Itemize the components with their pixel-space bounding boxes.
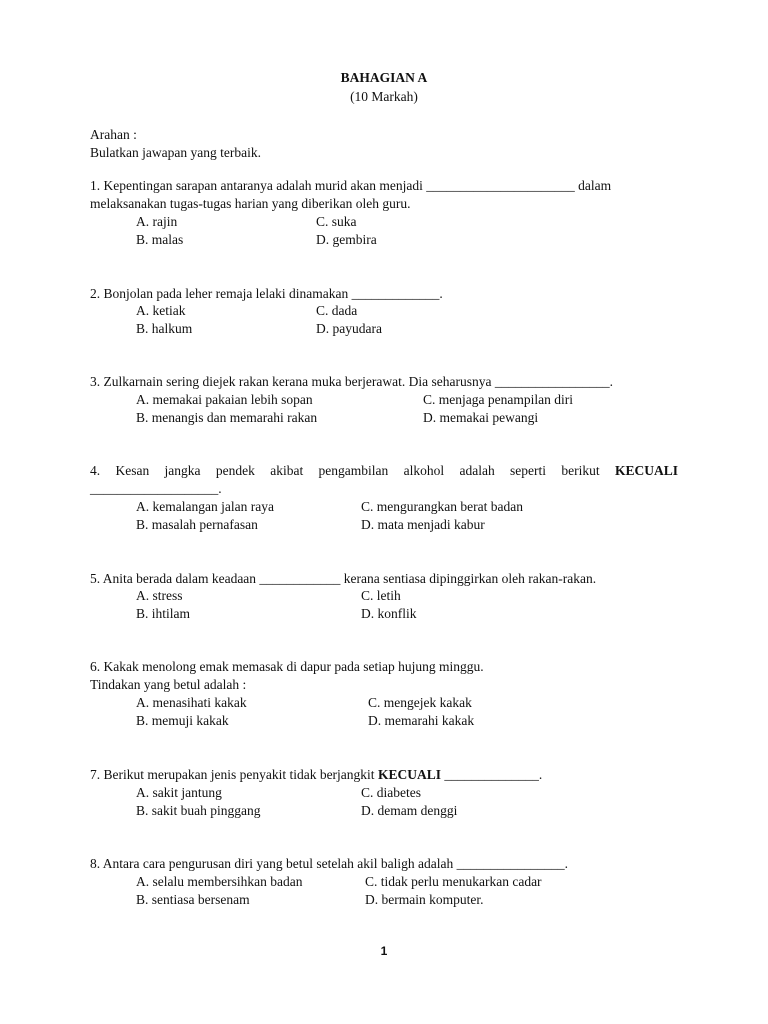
question-3-option-d[interactable]: D. memakai pewangi [423,410,539,425]
question-2-option-a[interactable]: A. ketiak [136,303,186,318]
instructions-text: Bulatkan jawapan yang terbaik. [90,145,261,160]
question-1-text: 1. Kepentingan sarapan antaranya adalah murid akan menjadi ______________________ dalam [90,178,612,193]
question-7-option-a[interactable]: A. sakit jantung [136,785,222,800]
question-7-text [90,767,542,783]
question-2-option-d[interactable]: D. payudara [316,321,382,336]
question-2-text: 2. Bonjolan pada leher remaja lelaki dinamakan _____________. [90,286,443,301]
page-number: 1 [380,944,388,958]
question-4-blank: ___________________. [90,481,222,496]
question-7-option-c[interactable]: C. diabetes [361,785,421,800]
question-6-option-b[interactable]: B. memuji kakak [136,713,229,728]
question-1-text-cont: melaksanakan tugas-tugas harian yang diberikan oleh guru. [90,196,411,211]
question-2-option-b[interactable]: B. halkum [136,321,193,336]
question-7-keyword: KECUALI [377,767,441,782]
question-5-option-b[interactable]: B. ihtilam [136,606,190,621]
question-5-option-d[interactable]: D. konflik [361,606,417,621]
question-4-option-d[interactable]: D. mata menjadi kabur [361,517,485,532]
question-6-option-a[interactable]: A. menasihati kakak [136,695,247,710]
question-7-option-b[interactable]: B. sakit buah pinggang [136,803,261,818]
question-4-option-a[interactable]: A. kemalangan jalan raya [136,499,274,514]
question-6-option-c[interactable]: C. mengejek kakak [368,695,472,710]
question-8-option-b[interactable]: B. sentiasa bersenam [136,892,250,907]
question-7-text-main: 7. Berikut merupakan jenis penyakit tidak berjangkit [90,767,375,782]
question-8-option-a[interactable]: A. selalu membersihkan badan [136,874,303,889]
question-3-option-c[interactable]: C. menjaga penampilan diri [423,392,573,407]
question-6-option-d[interactable]: D. memarahi kakak [368,713,475,728]
question-4-option-b[interactable]: B. masalah pernafasan [136,517,258,532]
question-7-option-d[interactable]: D. demam denggi [361,803,458,818]
question-1-option-b[interactable]: B. malas [136,232,184,247]
instructions-label: Arahan : [90,127,137,142]
question-3-option-b[interactable]: B. menangis dan memarahi rakan [136,410,318,425]
section-marks: (10 Markah) [350,89,418,104]
question-8-option-c[interactable]: C. tidak perlu menukarkan cadar [365,874,542,889]
question-3-option-a[interactable]: A. memakai pakaian lebih sopan [136,392,313,407]
question-1-option-a[interactable]: A. rajin [136,214,178,229]
question-6-text-cont: Tindakan yang betul adalah : [90,677,247,692]
question-2-option-c[interactable]: C. dada [316,303,358,318]
question-1-option-d[interactable]: D. gembira [316,232,377,247]
question-8-option-d[interactable]: D. bermain komputer. [365,892,484,907]
question-4-option-c[interactable]: C. mengurangkan berat badan [361,499,523,514]
question-6-text: 6. Kakak menolong emak memasak di dapur pada setiap hujung minggu. [90,659,484,674]
question-1-option-c[interactable]: C. suka [316,214,357,229]
question-7-blank: ______________. [444,767,543,782]
question-4-text [90,463,678,479]
question-3-text: 3. Zulkarnain sering diejek rakan kerana muka berjerawat. Dia seharusnya _________________. [90,374,613,389]
section-title: BAHAGIAN A [340,70,428,85]
question-4-text-main: 4. Kesan jangka pendek akibat pengambilan alkohol adalah seperti berikut [90,463,600,478]
question-4-keyword: KECUALI [614,463,678,478]
question-8-text: 8. Antara cara pengurusan diri yang betul setelah akil baligh adalah ________________. [90,856,568,871]
question-5-text: 5. Anita berada dalam keadaan ____________ kerana sentiasa dipinggirkan oleh rakan-rakan. [90,571,597,586]
question-5-option-c[interactable]: C. letih [361,588,401,603]
question-5-option-a[interactable]: A. stress [136,588,183,603]
